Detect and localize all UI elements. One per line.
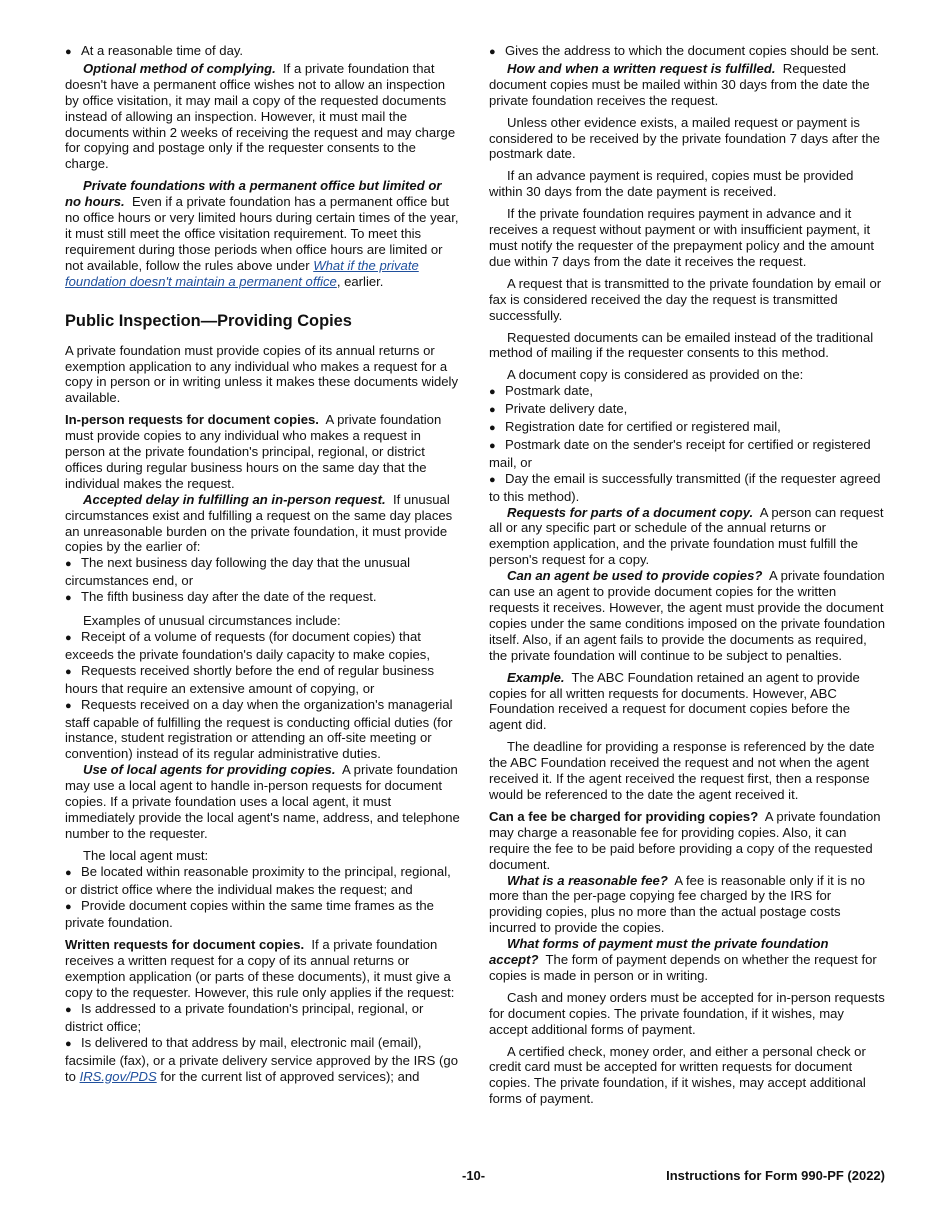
run-in-heading: Private foundations with a permanent office but limited or no hours. bbox=[65, 178, 442, 210]
irs-pds-link[interactable]: IRS.gov/PDS bbox=[79, 1068, 157, 1084]
list-item: ● Postmark date on the sender's receipt for certified or registered mail, or bbox=[489, 436, 871, 470]
run-in-heading: What forms of payment must the private foundation accept? bbox=[489, 936, 829, 968]
paragraph-copy-provided: A document copy is considered as provided on the: bbox=[507, 367, 804, 383]
list-item: ● Requests received on a day when the organization's managerial staff capable of fulfilling the request is conducting official duties (for instance, student registration or attending an off-site meeting or convention) instead of its regular administrative duties. bbox=[65, 696, 453, 762]
section-title: Public Inspection—Providing Copies bbox=[65, 311, 352, 330]
bullet-icon: ● bbox=[489, 473, 496, 486]
bullet-icon: ● bbox=[489, 46, 496, 58]
bullet-icon: ● bbox=[65, 1037, 72, 1050]
list-item: ● The next business day following the day that the unusual circumstances end, or bbox=[65, 555, 411, 589]
bullet-icon: ● bbox=[489, 439, 496, 452]
run-in-heading: Can an agent be used to provide copies? bbox=[507, 568, 763, 584]
run-in-heading: In-person requests for document copies. bbox=[65, 412, 319, 428]
run-in-heading: Requests for parts of a document copy. bbox=[507, 504, 754, 520]
list-item: ● The fifth business day after the date of the request. bbox=[65, 589, 461, 607]
paragraph-written-requests: Written requests for document copies. If a private foundation receives a written request for a copy of its annual returns or exemption application (or parts of these documents), it must give a copy to the requester. However, this rule only applies if the request: bbox=[65, 937, 455, 1001]
paragraph-emailed: Requested documents can be emailed instead of the traditional method of mailing if the requester consents to this method. bbox=[489, 329, 874, 361]
list-item: ● Be located within reasonable proximity to the principal, regional, or district office where the individual makes the request; and bbox=[65, 863, 451, 897]
paragraph-email: A request that is transmitted to the private foundation by email or fax is considered received the day the request is transmitted successfully. bbox=[489, 275, 882, 323]
paragraph-local-agents: Use of local agents for providing copies. A private foundation may use a local agent to handle in-person requests for document copies. If a private foundation uses a local agent, it must immediately provide the local agent's name, address, and telephone number to the requester. bbox=[65, 762, 460, 841]
bullet-icon: ● bbox=[489, 404, 496, 417]
paragraph-certified: A certified check, money order, and either a personal check or credit card must be accepted for written requests for document copies. The private foundation, if it wishes, may accept additional forms of payment. bbox=[489, 1043, 866, 1107]
bullet-icon: ● bbox=[489, 386, 496, 399]
run-in-heading: Example. bbox=[507, 669, 565, 685]
list-item: ● Receipt of a volume of requests (for document copies) that exceeds the private foundation's daily capacity to make copies, bbox=[65, 629, 430, 662]
run-in-heading: Optional method of complying. bbox=[83, 60, 276, 76]
bullet-icon: ● bbox=[65, 632, 72, 644]
list-item: ● Private delivery date, bbox=[489, 401, 885, 419]
paragraph-fee: Can a fee be charged for providing copies? A private foundation may charge a reasonable fee for providing copies. Also, it can require the fee to be paid before providing a copy of the requested document. bbox=[489, 808, 881, 872]
run-in-heading: How and when a written request is fulfilled. bbox=[507, 60, 776, 76]
bullet-icon: ● bbox=[65, 558, 72, 571]
list-item: ● Is addressed to a private foundation's principal, regional, or district office; bbox=[65, 1000, 424, 1034]
paragraph-requires: If the private foundation requires payment in advance and it receives a request without payment or with insufficient payment, it must notify the requester of the prepayment policy and the amount due within 7 days from the date it receives the request. bbox=[489, 206, 875, 269]
bullet-icon: ● bbox=[65, 699, 72, 712]
bullet-icon: ● bbox=[65, 1003, 72, 1016]
paragraph-how-fulfilled: How and when a written request is fulfilled. Requested document copies must be mailed within 30 days from the date the private foundation receives the request. bbox=[489, 60, 870, 108]
run-in-heading: Use of local agents for providing copies. bbox=[83, 762, 336, 778]
paragraph-agent-question: Can an agent be used to provide copies? A private foundation can use an agent to provide document copies for the written requests it receives. However, the agent must provide the document copies under the same conditions imposed on the private foundation itself. Also, if an agent fails to provide the documents as required, the private foundation will continue to be subject to penalties. bbox=[489, 568, 885, 663]
left-column bbox=[65, 43, 461, 1084]
cross-reference-link[interactable]: What if the private foundation doesn't maintain a permanent office bbox=[65, 257, 419, 289]
paragraph-examples-intro: Examples of unusual circumstances include: bbox=[83, 613, 341, 629]
bullet-icon: ● bbox=[65, 665, 72, 678]
run-in-heading: Written requests for document copies. bbox=[65, 937, 305, 953]
run-in-heading: What is a reasonable fee? bbox=[507, 872, 668, 888]
list-item: ● Day the email is successfully transmitted (if the requester agreed to this method). bbox=[489, 470, 881, 504]
paragraph-parts: Requests for parts of a document copy. A person can request all or any specific part or schedule of the annual returns or exemption application, and the private foundation must fulfill the person's request for a copy. bbox=[489, 504, 884, 568]
list-item: ● At a reasonable time of day. bbox=[65, 43, 461, 61]
bullet-icon: ● bbox=[65, 866, 72, 879]
list-item: ● Provide document copies within the same time frames as the private foundation. bbox=[65, 897, 434, 931]
paragraph-reasonable-fee: What is a reasonable fee? A fee is reasonable only if it is no more than the per-page copying fee charged by the IRS for providing copies, plus no more than the actual postage costs incurred to provide the copies. bbox=[489, 872, 866, 936]
bullet-icon: ● bbox=[65, 46, 72, 58]
paragraph-agent-must: The local agent must: bbox=[83, 847, 209, 863]
list-item: ● Postmark date, bbox=[489, 383, 885, 401]
paragraph-deadline: The deadline for providing a response is referenced by the date the ABC Foundation received the request and not when the agent received it. If the agent received the request first, then a response would be referenced to the date the agent received it. bbox=[489, 739, 875, 802]
paragraph-advance: If an advance payment is required, copies must be provided within 30 days from the date payment is received. bbox=[489, 168, 854, 200]
paragraph-limited-hours: Private foundations with a permanent office but limited or no hours. Even if a private foundation has a permanent office but no office hours or very limited hours during certain times of the year, it must still meet the office visitation requirement. To meet this requirement during those periods when office hours are limited or not available, follow the rules above under What if the private foundation doesn't maintain a permanent office, earlier. bbox=[65, 178, 459, 289]
list-item: ● Requests received shortly before the end of regular business hours that require an extensive amount of copying, or bbox=[65, 662, 435, 696]
paragraph-unless: Unless other evidence exists, a mailed request or payment is considered to be received by the private foundation 7 days after the postmark date. bbox=[489, 114, 880, 162]
run-in-heading: Accepted delay in fulfilling an in-person request. bbox=[83, 491, 386, 507]
form-title: Instructions for Form 990-PF (2022) bbox=[666, 1168, 885, 1183]
page-number: -10- bbox=[462, 1168, 486, 1183]
paragraph-intro: A private foundation must provide copies of its annual returns or exemption application to any individual who makes a request for a copy in person or in writing unless it makes these documents widely available. bbox=[65, 342, 458, 406]
right-column bbox=[489, 43, 885, 1107]
bullet-icon: ● bbox=[65, 900, 72, 913]
paragraph-forms-of-payment: What forms of payment must the private foundation accept? The form of payment depends on whether the request for copies is made in person or in writing. bbox=[489, 936, 877, 983]
list-item: ● Registration date for certified or registered mail, bbox=[489, 419, 885, 437]
list-item: ● Is delivered to that address by mail, electronic mail (email), facsimile (fax), or a private delivery service approved by the IRS (go to IRS.gov/PDS for the current list of approved services); and bbox=[65, 1034, 458, 1084]
paragraph-in-person: In-person requests for document copies. A private foundation must provide copies to any individual who makes a request in person at the private foundation's principal, regional, or district offices during regular business hours on the same day that the individual makes the request. bbox=[65, 412, 442, 491]
paragraph-optional-method: Optional method of complying. If a private foundation that doesn't have a permanent office wishes not to allow an inspection by office visitation, it may mail a copy of the requested documents instead of allowing an inspection. However, it must mail the documents within 2 weeks of receiving the request and may charge for copying and postage only if the requester consents to the charge. bbox=[65, 60, 456, 172]
bullet-icon: ● bbox=[489, 422, 496, 435]
paragraph-example: Example. The ABC Foundation retained an agent to provide copies for all written requests for documents. However, ABC Foundation received a request for document copies before the agent did. bbox=[489, 669, 860, 733]
run-in-heading: Can a fee be charged for providing copies? bbox=[489, 808, 759, 824]
bullet-icon: ● bbox=[65, 592, 72, 605]
page-footer bbox=[65, 1168, 885, 1186]
list-item: ● Gives the address to which the document copies should be sent. bbox=[489, 43, 885, 61]
paragraph-accepted-delay: Accepted delay in fulfilling an in-person request. If unusual circumstances exist and fulfilling a request on the same day places an unreasonable burden on the private foundation, it must provide copies by the earlier of: bbox=[65, 491, 453, 555]
paragraph-cash: Cash and money orders must be accepted for in-person requests for document copies. The private foundation, if it wishes, may accept additional forms of payment. bbox=[489, 989, 885, 1037]
